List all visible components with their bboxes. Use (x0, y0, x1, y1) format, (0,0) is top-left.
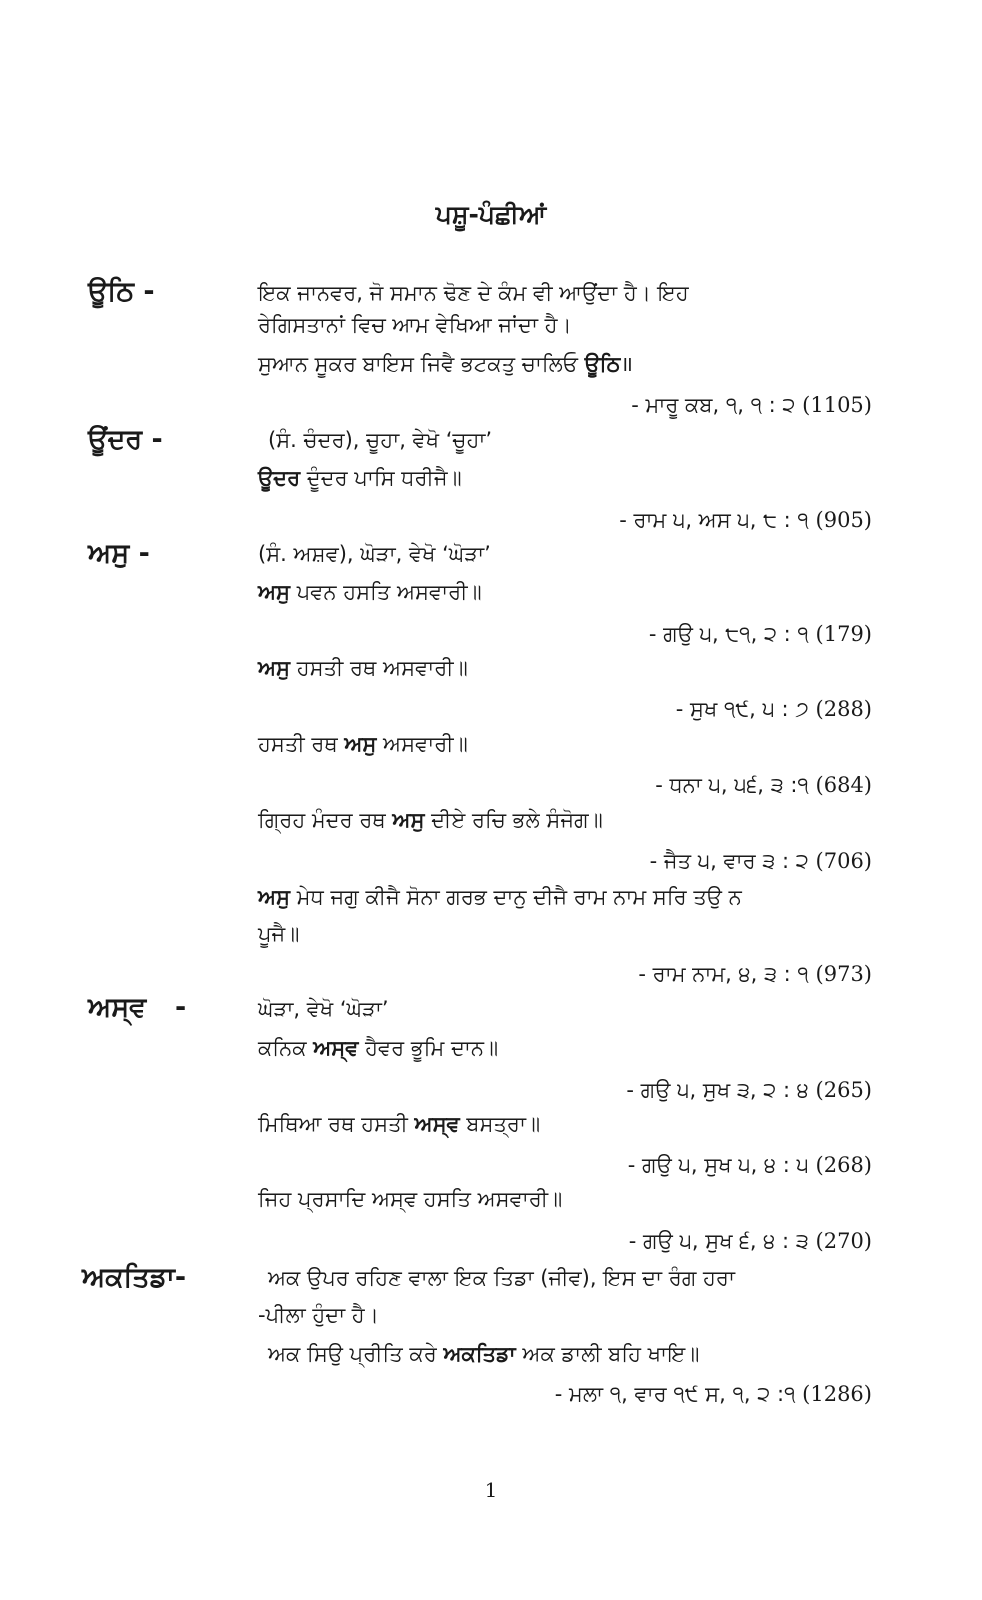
citation: - ਰਾਮ ਨਾਮ, ੪, ੩ : ੧ (973) (638, 962, 872, 986)
citation: - ਸੁਖ ੧੯, ੫ : ੭ (288) (675, 697, 872, 721)
quotation: ਅਸੁ ਪਵਨ ਹਸਤਿ ਅਸਵਾਰੀ॥ (258, 580, 482, 604)
citation: - ਗਉ ੫, ਸੁਖ ੩, ੨ : ੪ (265) (626, 1078, 872, 1102)
headword-highlight: ਅਸੁ (258, 580, 291, 604)
quotation: ਊਦਰ ਦੂੰਦਰ ਪਾਸਿ ਧਰੀਜੈ॥ (258, 466, 462, 490)
definition-line: ਘੋੜਾ, ਵੇਖੋ ‘ਘੋੜਾ’ (258, 997, 389, 1021)
headword-highlight: ਅਸ੍ਵ (414, 1112, 460, 1136)
citation: - ਗਉ ੫, ਸੁਖ ੬, ੪ : ੩ (270) (628, 1229, 872, 1253)
quotation: ਹਸਤੀ ਰਥ ਅਸੁ ਅਸਵਾਰੀ॥ (258, 732, 468, 756)
headword-highlight: ਅਸ੍ਵ (313, 1036, 359, 1060)
citation: - ਮਾਰੂ ਕਬ, ੧, ੧ : ੨ (1105) (631, 393, 872, 417)
definition-line: -ਪੀਲਾ ਹੁੰਦਾ ਹੈ। (258, 1303, 379, 1327)
quotation: ਜਿਹ ਪ੍ਰਸਾਦਿ ਅਸ੍ਵ ਹਸਤਿ ਅਸਵਾਰੀ॥ (258, 1187, 563, 1211)
quotation: ਕਨਿਕ ਅਸ੍ਵ ਹੈਵਰ ਭੂਮਿ ਦਾਨ॥ (258, 1036, 499, 1060)
quotation: ਸੁਆਨ ਸੂਕਰ ਬਾਇਸ ਜਿਵੈ ਭਟਕਤੁ ਚਾਲਿਓ ਊਠਿ॥ (258, 352, 633, 376)
quotation: ਗ੍ਰਿਹ ਮੰਦਰ ਰਥ ਅਸੁ ਦੀਏ ਰਚਿ ਭਲੇ ਸੰਜੋਗ॥ (258, 808, 603, 832)
citation: - ਜੈਤ ੫, ਵਾਰ ੩ : ੨ (706) (649, 849, 872, 873)
headword-highlight: ਅਸੁ (344, 732, 377, 756)
page-title: ਪਸ਼ੂ-ਪੰਛੀਆਂ (435, 200, 547, 229)
headword-dash: - (175, 992, 187, 1023)
definition-line: ਇਕ ਜਾਨਵਰ, ਜੋ ਸਮਾਨ ਢੋਣ ਦੇ ਕੰਮ ਵੀ ਆਉਂਦਾ ਹੈ। ਇਹ (258, 281, 689, 305)
definition-line: (ਸੰ. ਚੰਦਰ), ਚੂਹਾ, ਵੇਖੋ ‘ਚੂਹਾ’ (268, 428, 493, 452)
citation: - ਰਾਮ ੫, ਅਸ ੫, ੮ : ੧ (905) (619, 508, 872, 532)
page-number: 1 (484, 1478, 498, 1502)
headword: ਅਕਤਿਡਾ- (82, 1262, 187, 1293)
headword: ਅਸੁ - (88, 538, 150, 569)
citation: - ਧਨਾ ੫, ੫੬, ੩ :੧ (684) (655, 773, 872, 797)
definition-line: ਰੇਗਿਸਤਾਨਾਂ ਵਿਚ ਆਮ ਵੇਖਿਆ ਜਾਂਦਾ ਹੈ। (258, 313, 572, 337)
definition-line: (ਸੰ. ਅਸ਼ਵ), ਘੋੜਾ, ਵੇਖੋ ‘ਘੋੜਾ’ (258, 542, 491, 566)
headword: ਊਠਿ - (88, 276, 155, 307)
citation: - ਮਲਾ ੧, ਵਾਰ ੧੯ ਸ, ੧, ੨ :੧ (1286) (554, 1382, 872, 1406)
quotation: ਅਸੁ ਹਸਤੀ ਰਥ ਅਸਵਾਰੀ॥ (258, 656, 468, 680)
headword-highlight: ਅਸੁ (258, 885, 291, 909)
definition-line: ਅਕ ਉਪਰ ਰਹਿਣ ਵਾਲਾ ਇਕ ਤਿਡਾ (ਜੀਵ), ਇਸ ਦਾ ਰੰਗ ਹਰਾ (268, 1266, 735, 1290)
headword-highlight: ਊਠਿ (584, 352, 621, 376)
quotation: ਅਸੁ ਮੇਧ ਜਗੁ ਕੀਜੈ ਸੋਨਾ ਗਰਭ ਦਾਨੁ ਦੀਜੈ ਰਾਮ ਨਾਮ ਸਰਿ ਤਉ ਨ (258, 885, 742, 909)
citation: - ਗਉ ੫, ੮੧, ੨ : ੧ (179) (648, 622, 872, 646)
headword-highlight: ਅਸੁ (258, 656, 291, 680)
headword-highlight: ਊਦਰ (258, 466, 301, 490)
citation: - ਗਉ ੫, ਸੁਖ ੫, ੪ : ੫ (268) (627, 1153, 872, 1177)
headword: ਅਸ੍ਵ (88, 992, 147, 1023)
quotation: ਮਿਥਿਆ ਰਥ ਹਸਤੀ ਅਸ੍ਵ ਬਸਤ੍ਰਾ॥ (258, 1112, 541, 1136)
quotation-continuation: ਪੂਜੈ॥ (258, 922, 300, 946)
quotation: ਅਕ ਸਿਉ ਪ੍ਰੀਤਿ ਕਰੇ ਅਕਤਿਡਾ ਅਕ ਡਾਲੀ ਬਹਿ ਖਾਇ॥ (268, 1342, 700, 1366)
headword-highlight: ਅਸੁ (392, 808, 425, 832)
headword: ਊਂਦਰ - (88, 424, 163, 455)
headword-highlight: ਅਕਤਿਡਾ (443, 1342, 516, 1366)
